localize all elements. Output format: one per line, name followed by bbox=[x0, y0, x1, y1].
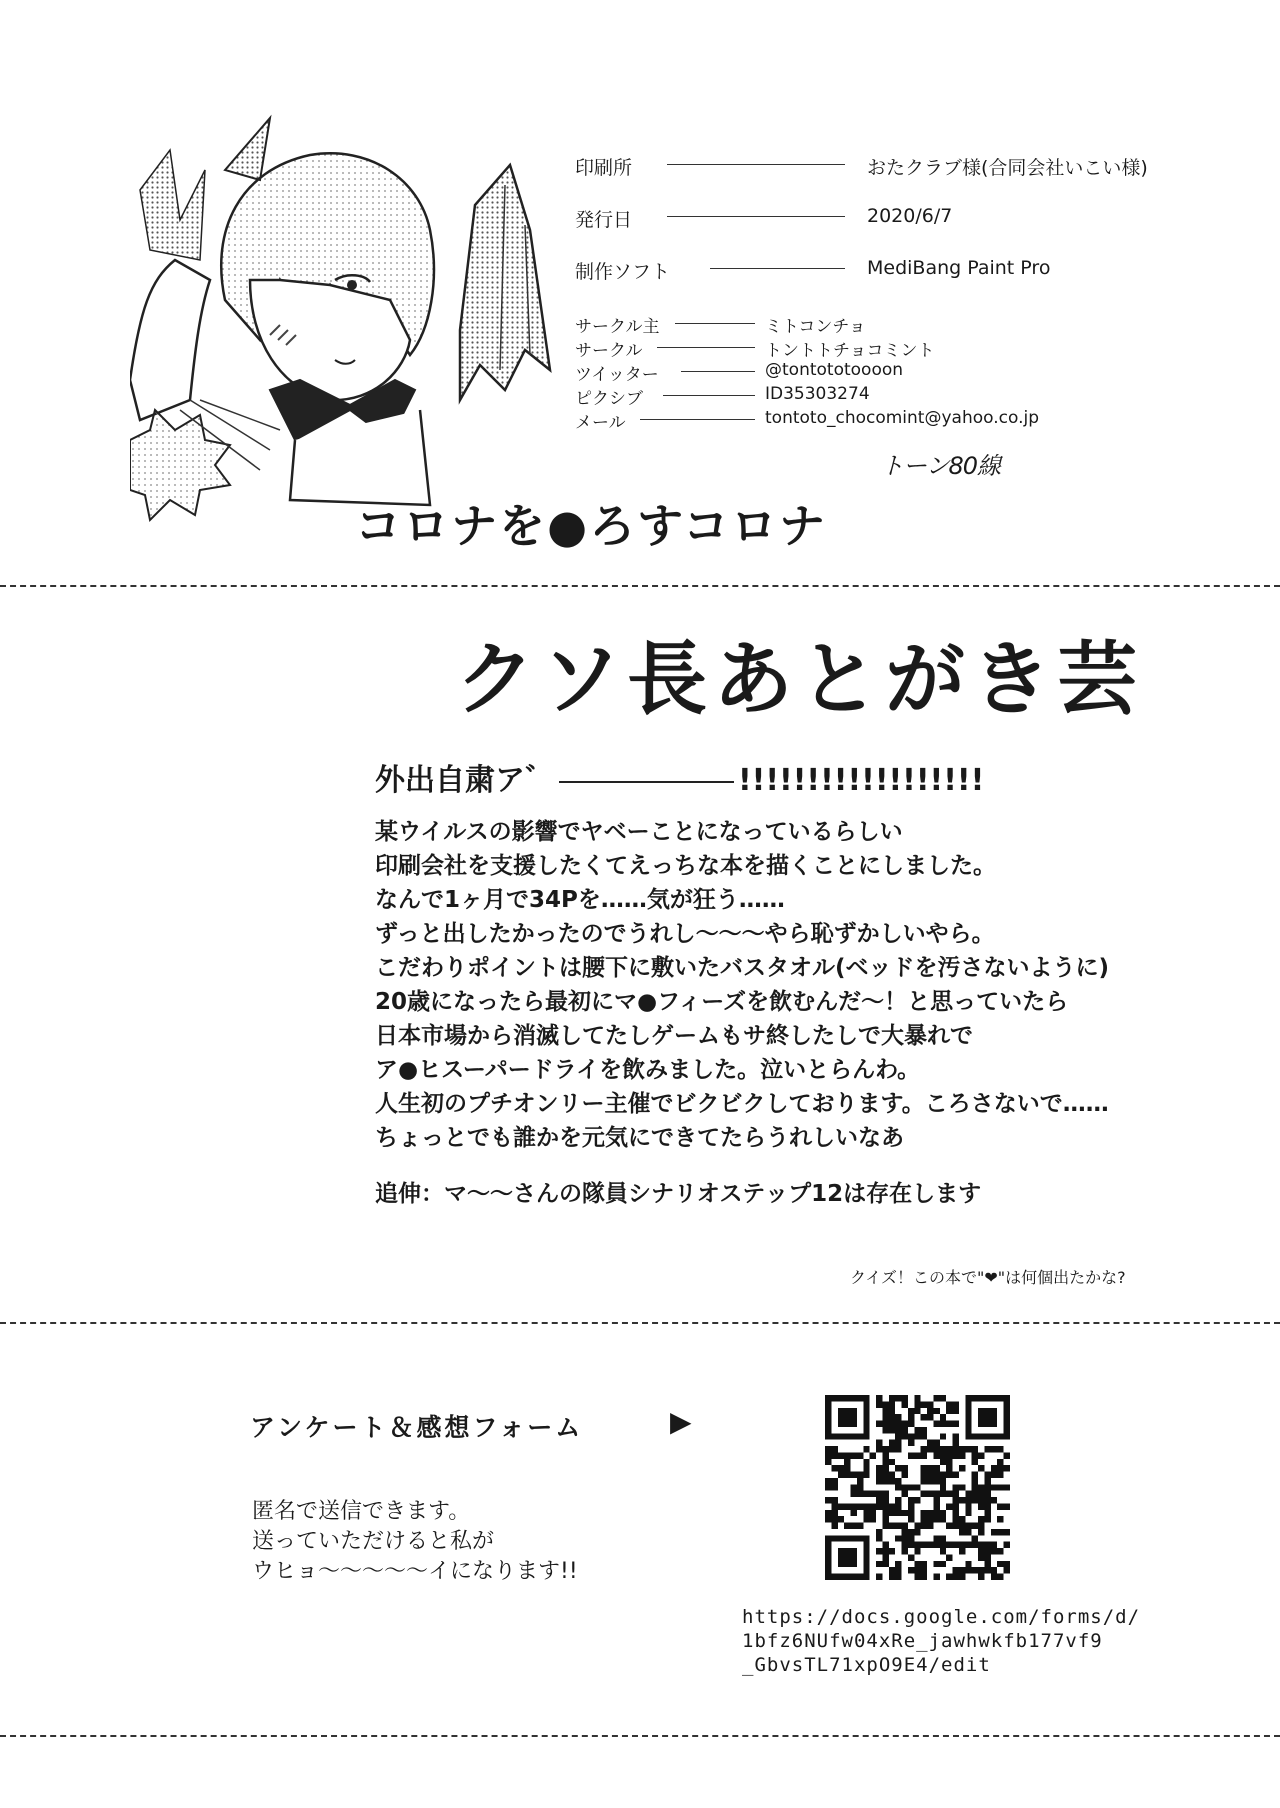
contact-value: @tontototoooon bbox=[765, 360, 904, 380]
desc-line: 送っていただけると私が bbox=[252, 1529, 495, 1554]
url-line: https://docs.google.com/forms/d/ bbox=[742, 1606, 1141, 1628]
play-arrow-icon: ▶ bbox=[670, 1405, 692, 1438]
colophon-value: 2020/6/7 bbox=[867, 205, 953, 227]
contact-row bbox=[575, 360, 1215, 384]
url-line: _GbvsTL71xpO9E4/edit bbox=[742, 1654, 991, 1676]
colophon-row-printer bbox=[575, 145, 1215, 197]
desc-line: ウヒョ～～～～～イになります!! bbox=[252, 1559, 578, 1584]
url-line: 1bfz6NUfw04xRe_jawhwkfb177vf9 bbox=[742, 1630, 1103, 1652]
colophon-row-date bbox=[575, 197, 1215, 249]
dashed-divider bbox=[0, 585, 1280, 587]
afterword-heading bbox=[375, 755, 984, 799]
contact-list bbox=[575, 312, 1215, 432]
contact-row bbox=[575, 408, 1215, 432]
contact-row bbox=[575, 312, 1215, 336]
contact-key: ピクシブ bbox=[575, 389, 643, 409]
contact-key: ツイッター bbox=[575, 365, 659, 385]
contact-value: ミトコンチョ bbox=[765, 317, 866, 337]
colophon-value: MediBang Paint Pro bbox=[867, 257, 1051, 279]
leader-line bbox=[667, 164, 845, 165]
body-line: 某ウイルスの影響でヤベーことになっているらしい bbox=[375, 819, 903, 845]
afterword-body bbox=[375, 815, 1109, 1155]
qr-code[interactable] bbox=[825, 1395, 1010, 1580]
colophon-key: 制作ソフト bbox=[575, 261, 671, 283]
contact-value: tontoto_chocomint@yahoo.co.jp bbox=[765, 408, 1039, 428]
body-line: ア●ヒスーパードライを飲みました。泣いとらんわ。 bbox=[375, 1057, 921, 1083]
heading-left: 外出自粛ア゛ bbox=[375, 763, 555, 798]
body-line: 印刷会社を支援したくてえっちな本を描くことにしました。 bbox=[375, 853, 996, 879]
leader-line bbox=[657, 347, 755, 348]
body-line: なんで1ヶ月で34Pを……気が狂う…… bbox=[375, 887, 785, 913]
body-line: こだわりポイントは腰下に敷いたバスタオル(ベッドを汚さないように) bbox=[375, 955, 1110, 981]
colophon-row-software bbox=[575, 249, 1215, 301]
dashed-divider bbox=[0, 1735, 1280, 1737]
survey-url[interactable] bbox=[742, 1605, 1140, 1677]
heading-rule bbox=[559, 781, 734, 783]
desc-line: 匿名で送信できます。 bbox=[252, 1499, 471, 1524]
dashed-divider bbox=[0, 1322, 1280, 1324]
contact-key: サークル bbox=[575, 341, 643, 361]
leader-line bbox=[675, 323, 755, 324]
contact-row bbox=[575, 336, 1215, 360]
leader-line bbox=[667, 216, 845, 217]
contact-key: メール bbox=[575, 413, 626, 433]
illustration-caption: コロナを●ろすコロナ bbox=[355, 499, 827, 553]
survey-description bbox=[252, 1497, 578, 1587]
body-line: ちょっとでも誰かを元気にできてたらうれしいなあ bbox=[375, 1125, 904, 1151]
colophon bbox=[575, 145, 1215, 301]
contact-key: サークル主 bbox=[575, 317, 660, 337]
contact-value: ID35303274 bbox=[765, 384, 870, 404]
afterword-title: クソ長あとがき芸 bbox=[455, 633, 1143, 726]
colophon-key: 発行日 bbox=[575, 209, 633, 231]
leader-line bbox=[710, 268, 845, 269]
contact-row bbox=[575, 384, 1215, 408]
postscript: 追伸：マ～～さんの隊員シナリオステップ12は存在します bbox=[375, 1181, 982, 1207]
leader-line bbox=[681, 371, 755, 372]
colophon-value: おたクラブ様(合同会社いこい様) bbox=[867, 157, 1148, 179]
tone-note: トーン80線 bbox=[880, 452, 1001, 480]
body-line: 20歳になったら最初にマ●フィーズを飲むんだ～！と思っていたら bbox=[375, 989, 1069, 1015]
contact-value: トントトチョコミント bbox=[765, 341, 935, 361]
survey-title: アンケート＆感想フォーム bbox=[250, 1413, 584, 1442]
body-line: ずっと出したかったのでうれし～～～やら恥ずかしいやら。 bbox=[375, 921, 995, 947]
colophon-key: 印刷所 bbox=[575, 157, 633, 179]
body-line: 人生初のプチオンリー主催でビクビクしております。ころさないで…… bbox=[375, 1091, 1109, 1117]
leader-line bbox=[663, 395, 755, 396]
leader-line bbox=[640, 419, 755, 420]
heading-right: !!!!!!!!!!!!!!!!!! bbox=[738, 763, 985, 798]
quiz-note: クイズ！この本で"❤"は何個出たかな? bbox=[850, 1268, 1126, 1287]
body-line: 日本市場から消滅してたしゲームもサ終したしで大暴れで bbox=[375, 1023, 973, 1049]
